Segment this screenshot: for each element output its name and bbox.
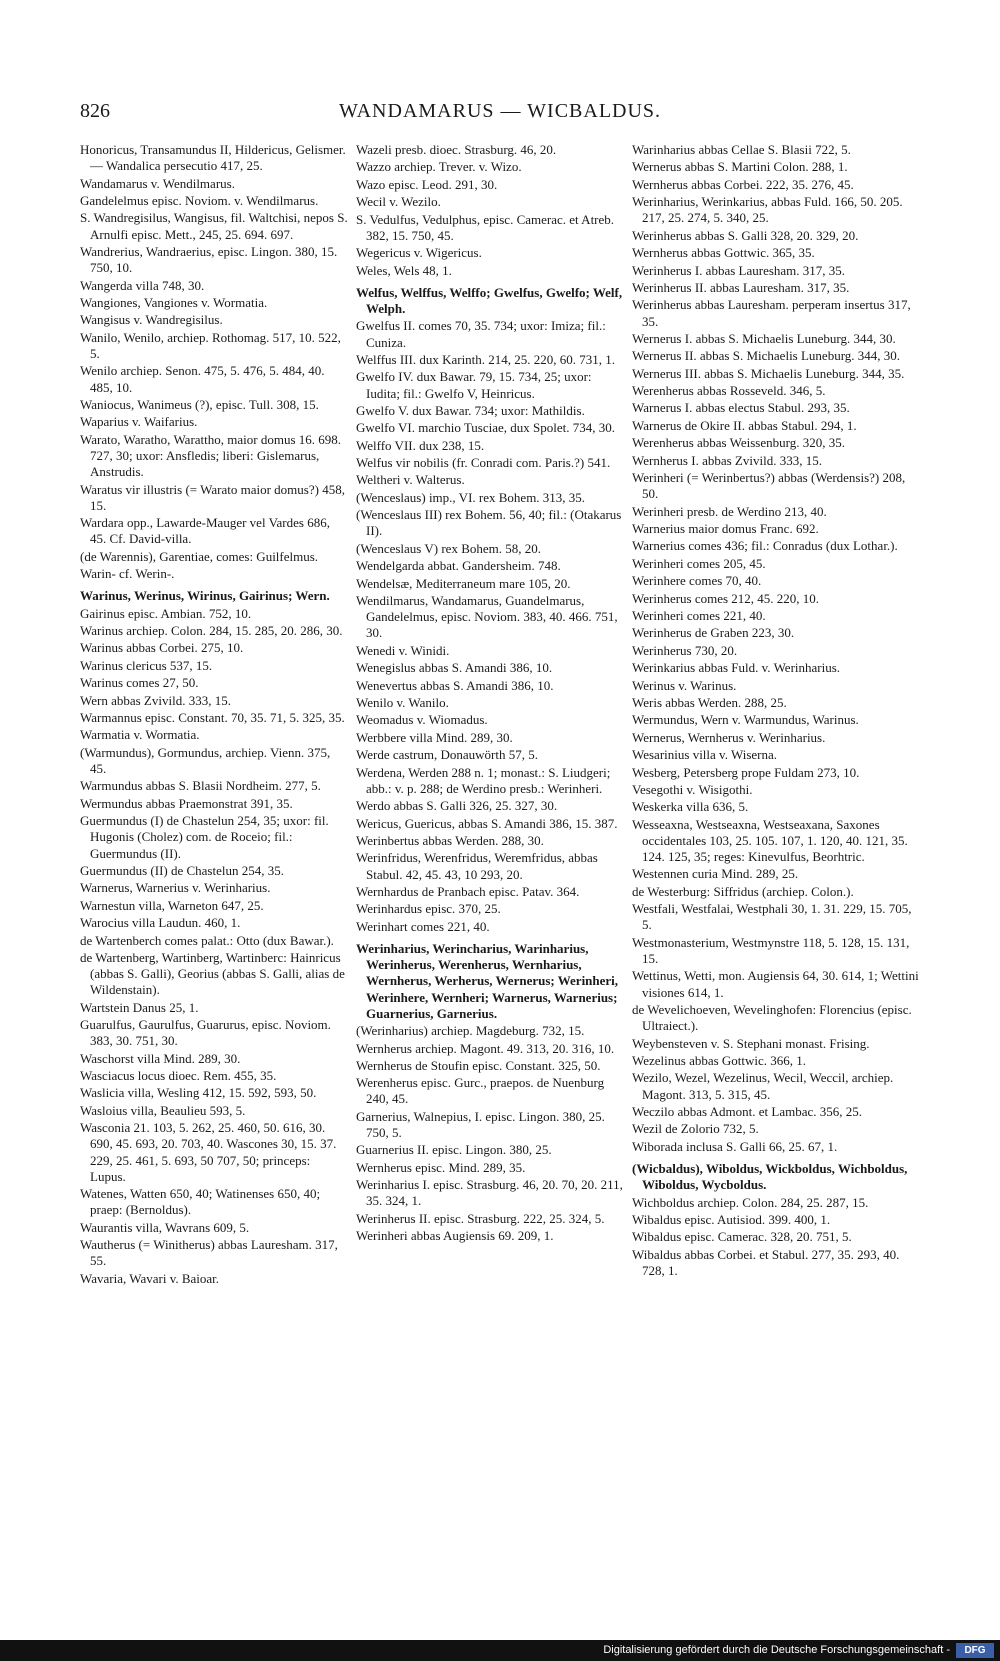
index-entry: Wernhardus de Pranbach episc. Patav. 364. (356, 883, 580, 899)
index-entry: Warinharius abbas Cellae S. Blasii 722, 5. (632, 142, 851, 157)
index-entry: Gwelfo V. dux Bawar. 734; uxor: Mathildis. (356, 402, 585, 418)
index-entry: Watenes, Watten 650, 40; Watinenses 650, 40; praep: (Bernoldus). (80, 1186, 321, 1218)
index-entry: Gairinus episc. Ambian. 752, 10. (80, 605, 252, 621)
index-entry: Wendelgarda abbat. Gandersheim. 748. (356, 558, 561, 574)
index-entry: Gwelfus II. comes 70, 35. 734; uxor: Imiza; fil.: Cuniza. (356, 318, 606, 350)
index-entry: Werinheri (= Werinbertus?) abbas (Werdensis?) 208, 50. (632, 470, 906, 502)
index-columns (80, 142, 940, 1632)
index-entry: Werinherus II. abbas Lauresham. 317, 35. (632, 279, 850, 295)
index-entry: Warnerus, Warnerius v. Werinharius. (80, 880, 271, 896)
index-entry: Waschorst villa Mind. 289, 30. (80, 1050, 241, 1066)
index-column-1 (80, 142, 348, 1632)
index-entry: Welffo VII. dux 238, 15. (356, 437, 485, 453)
index-entry: de Wevelichoeven, Wevelinghofen: Florencius (episc. Ultraiect.). (632, 1002, 912, 1034)
index-entry: Weomadus v. Wiomadus. (356, 712, 488, 728)
index-entry: Weybensteven v. S. Stephani monast. Frising. (632, 1035, 870, 1051)
index-entry: Warato, Waratho, Warattho, maior domus 16. 698. 727, 30; uxor: Ansfledis; liberi: Gislemarus, Anstrudis. (80, 431, 342, 480)
index-entry: Warnerius maior domus Franc. 692. (632, 521, 819, 537)
index-heading: (Wicbaldus), Wiboldus, Wickboldus, Wichboldus, Wiboldus, Wycboldus. (632, 1160, 908, 1193)
index-entry: Welffus III. dux Karinth. 214, 25. 220, 60. 731, 1. (356, 351, 616, 367)
index-entry: Wasciacus locus dioec. Rem. 455, 35. (80, 1068, 277, 1084)
index-entry: Waurantis villa, Wavrans 609, 5. (80, 1219, 250, 1235)
index-entry: Wernerus abbas S. Martini Colon. 288, 1. (632, 159, 848, 175)
index-entry: Werinhardus episc. 370, 25. (356, 901, 501, 917)
index-entry: Werenherus episc. Gurc., praepos. de Nuenburg 240, 45. (356, 1075, 605, 1107)
index-entry: Gandelelmus episc. Noviom. v. Wendilmarus. (80, 192, 319, 208)
index-entry: Wesberg, Petersberg prope Fuldam 273, 10. (632, 764, 860, 780)
index-entry: Werinherus 730, 20. (632, 642, 738, 658)
index-column-3 (632, 142, 922, 1632)
index-entry: Wenedi v. Winidi. (356, 642, 450, 658)
index-entry: Werinheri comes 221, 40. (632, 607, 766, 623)
index-entry: Wenilo archiep. Senon. 475, 5. 476, 5. 484, 40. 485, 10. (80, 363, 325, 395)
index-entry: Guermundus (I) de Chastelun 254, 35; uxor: fil. Hugonis (Cholez) com. de Roceio; fil.: Guermundus (II). (80, 813, 329, 861)
index-entry: Werinhere comes 70, 40. (632, 573, 762, 589)
index-entry: Wermundus, Wern v. Warmundus, Warinus. (632, 712, 859, 728)
index-entry: Wangiones, Vangiones v. Wormatia. (80, 294, 268, 310)
index-entry: Guarnerius II. episc. Lingon. 380, 25. (356, 1142, 552, 1158)
index-entry: Warinus archiep. Colon. 284, 15. 285, 20. 286, 30. (80, 623, 343, 639)
index-entry: Werinheri presb. de Werdino 213, 40. (632, 503, 827, 519)
index-entry: Welfus vir nobilis (fr. Conradi com. Paris.?) 541. (356, 455, 611, 471)
index-entry: Wesseaxna, Westseaxna, Westseaxana, Saxones occidentales 103, 25. 105. 107, 1. 120, 40. 121, 35. 124. 125, 35; reges: Kinevulfus, Beorhtric. (632, 816, 908, 865)
index-entry: Warin- cf. Werin-. (80, 566, 175, 582)
index-entry: Wibaldus episc. Camerac. 328, 20. 751, 5. (632, 1229, 852, 1245)
index-entry: Werinhart comes 221, 40. (356, 918, 490, 934)
index-entry: Werde castrum, Donauwörth 57, 5. (356, 747, 538, 763)
index-entry: Wezilo, Wezel, Wezelinus, Wecil, Weccil, archiep. Magont. 313, 5. 315, 45. (632, 1070, 894, 1102)
index-entry: Wenegislus abbas S. Amandi 386, 10. (356, 660, 553, 676)
digitization-footer (0, 1640, 1000, 1661)
index-entry: Wernherus episc. Mind. 289, 35. (356, 1159, 526, 1175)
index-entry: Wendilmarus, Wandamarus, Guandelmarus, Gandelelmus, episc. Noviom. 383, 40. 466. 751, 30. (356, 593, 618, 641)
index-entry: (Wenceslaus) imp., VI. rex Bohem. 313, 35. (356, 489, 586, 505)
index-entry: Wernerus II. abbas S. Michaelis Luneburg. 344, 30. (632, 348, 901, 364)
index-entry: Wernherus de Stoufin episc. Constant. 325, 50. (356, 1057, 601, 1073)
index-entry: Werenherus abbas Rosseveld. 346, 5. (632, 383, 826, 399)
index-entry: Wenilo v. Wanilo. (356, 695, 449, 710)
index-entry: Werinharius I. episc. Strasburg. 46, 20. 70, 20. 211, 35. 324, 1. (356, 1177, 623, 1209)
index-entry: Werinherus abbas S. Galli 328, 20. 329, 20. (632, 227, 859, 243)
index-entry: Warnerus I. abbas electus Stabul. 293, 35. (632, 400, 850, 416)
index-entry: Westmonasterium, Westmynstre 118, 5. 128, 15. 131, 15. (632, 934, 910, 967)
index-entry: Wernherus abbas Corbei. 222, 35. 276, 45. (632, 176, 854, 192)
index-entry: Wernerus, Wernherus v. Werinharius. (632, 729, 826, 745)
index-entry: Warnerus de Okire II. abbas Stabul. 294, 1. (632, 417, 857, 433)
index-entry: Werdo abbas S. Galli 326, 25. 327, 30. (356, 798, 558, 814)
index-entry: (Wenceslaus III) rex Bohem. 56, 40; fil.: (Otakarus II). (356, 507, 622, 539)
index-entry: de Wartenberg, Wartinberg, Wartinberc: Hainricus (abbas S. Galli), Georius (abbas S. Galli, alias de Wildenstain). (80, 949, 345, 998)
index-entry: Vesegothi v. Wisigothi. (632, 781, 753, 797)
index-entry: Wernerus III. abbas S. Michaelis Luneburg. 344, 35. (632, 365, 905, 381)
index-entry: Wettinus, Wetti, mon. Augiensis 64, 30. 614, 1; Wettini visiones 614, 1. (632, 968, 919, 1000)
index-entry: Weskerka villa 636, 5. (632, 799, 749, 815)
index-entry: Wazzo archiep. Trever. v. Wizo. (356, 159, 522, 175)
page-number: 826 (80, 100, 110, 122)
index-entry: Wasconia 21. 103, 5. 262, 25. 460, 50. 616, 30. 690, 45. 693, 20. 703, 40. Wascones 30, 15. 37. 229, 25. 461, 5. 693, 50 707, 50; princeps: Lupus. (80, 1120, 337, 1184)
index-entry: Wernerus I. abbas S. Michaelis Luneburg. 344, 30. (632, 330, 896, 346)
index-entry: Wenevertus abbas S. Amandi 386, 10. (356, 677, 554, 693)
index-entry: Westennen curia Mind. 289, 25. (632, 866, 799, 882)
index-entry: Weczilo abbas Admont. et Lambac. 356, 25. (632, 1104, 863, 1119)
index-entry: Honoricus, Transamundus II, Hildericus, Gelismer. — Wandalica persecutio 417, 25. (80, 142, 346, 174)
index-entry: Wericus, Guericus, abbas S. Amandi 386, 15. 387. (356, 815, 618, 831)
index-entry: Wendelsæ, Mediterraneum mare 105, 20. (356, 575, 571, 591)
index-entry: Waslicia villa, Wesling 412, 15. 592, 593, 50. (80, 1085, 317, 1101)
index-entry: Wazo episc. Leod. 291, 30. (356, 176, 498, 192)
index-entry: Guermundus (II) de Chastelun 254, 35. (80, 862, 284, 878)
index-entry: de Wartenberch comes palat.: Otto (dux Bawar.). (80, 932, 334, 948)
running-title: WANDAMARUS — WICBALDUS. (338, 100, 662, 122)
index-entry: Warnerius comes 436; fil.: Conradus (dux Lothar.). (632, 538, 898, 554)
index-entry: Wegericus v. Wigericus. (356, 245, 482, 261)
index-entry: Weles, Wels 48, 1. (356, 262, 452, 278)
index-entry: (de Warennis), Garentiae, comes: Guilfelmus. (80, 548, 319, 564)
index-entry: S. Vedulfus, Vedulphus, episc. Camerac. et Atreb. 382, 15. 750, 45. (356, 211, 615, 243)
index-entry: Garnerius, Walnepius, I. episc. Lingon. 380, 25. 750, 5. (356, 1108, 605, 1141)
index-entry: Warinus comes 27, 50. (80, 675, 199, 691)
index-entry: Werinfridus, Werenfridus, Weremfridus, abbas Stabul. 42, 45. 43, 10 293, 20. (356, 850, 598, 882)
index-entry: Werinherus I. abbas Lauresham. 317, 35. (632, 262, 846, 278)
index-heading: Welfus, Welffus, Welffo; Gwelfus, Gwelfo; Welf, Welph. (356, 284, 623, 316)
index-entry: Warmannus episc. Constant. 70, 35. 71, 5. 325, 35. (80, 710, 345, 726)
index-entry: Wandrerius, Wandraerius, episc. Lingon. 380, 15. 750, 10. (80, 243, 338, 276)
index-entry: Werinus v. Warinus. (632, 677, 737, 693)
index-entry: Wavaria, Wavari v. Baioar. (80, 1270, 220, 1286)
index-entry: Wezelinus abbas Gottwic. 366, 1. (632, 1053, 807, 1069)
index-entry: (Werinharius) archiep. Magdeburg. 732, 15. (356, 1023, 585, 1039)
index-entry: Wautherus (= Winitherus) abbas Lauresham. 317, 55. (80, 1237, 338, 1269)
index-entry: Werinkarius abbas Fuld. v. Werinharius. (632, 660, 841, 676)
index-entry: Waparius v. Waifarius. (80, 414, 198, 430)
index-entry: Wezil de Zolorio 732, 5. (632, 1121, 759, 1137)
index-entry: Wibaldus abbas Corbei. et Stabul. 277, 35. 293, 40. 728, 1. (632, 1246, 900, 1278)
index-entry: S. Wandregisilus, Wangisus, fil. Waltchisi, nepos S. Arnulfi episc. Mett., 245, 25. 694. 697. (80, 210, 348, 242)
index-heading: Warinus, Werinus, Wirinus, Gairinus; Wern. (80, 588, 330, 604)
index-entry: Wiborada inclusa S. Galli 66, 25. 67, 1. (632, 1138, 838, 1154)
index-entry: Wartstein Danus 25, 1. (80, 999, 199, 1015)
index-entry: Wibaldus episc. Autisiod. 399. 400, 1. (632, 1211, 831, 1227)
index-entry: Wangerda villa 748, 30. (80, 277, 205, 293)
index-column-2 (356, 142, 624, 1632)
index-entry: Werinherus de Graben 223, 30. (632, 625, 795, 641)
index-entry: Werenherus abbas Weissenburg. 320, 35. (632, 435, 845, 451)
footer-credit: Digitalisierung gefördert durch die Deutsche Forschungsgemeinschaft - (603, 1644, 950, 1656)
index-entry: Wecil v. Wezilo. (356, 194, 441, 210)
index-entry: Wesarinius villa v. Wiserna. (632, 747, 778, 763)
index-entry: Warocius villa Laudun. 460, 1. (80, 915, 241, 931)
index-entry: Werbbere villa Mind. 289, 30. (356, 729, 513, 745)
index-entry: Warmundus abbas S. Blasii Nordheim. 277, 5. (80, 778, 321, 794)
index-entry: Wernherus I. abbas Zvivild. 333, 15. (632, 452, 822, 468)
index-entry: de Westerburg: Siffridus (archiep. Colon.). (632, 883, 854, 899)
index-entry: Wasloius villa, Beaulieu 593, 5. (80, 1102, 246, 1118)
index-entry: Warinus clericus 537, 15. (80, 657, 213, 673)
index-entry: Wern abbas Zvivild. 333, 15. (80, 692, 231, 708)
index-entry: Wardara opp., Lawarde-Mauger vel Vardes 686, 45. Cf. David-villa. (80, 515, 330, 547)
index-entry: Weltheri v. Walterus. (356, 472, 465, 488)
index-entry: Werinheri comes 205, 45. (632, 555, 766, 571)
index-entry: Westfali, Westfalai, Westphali 30, 1. 31. 229, 15. 705, 5. (632, 901, 912, 933)
index-entry: Wichboldus archiep. Colon. 284, 25. 287, 15. (632, 1194, 869, 1210)
index-entry: Werinherus II. episc. Strasburg. 222, 25. 324, 5. (356, 1210, 605, 1226)
index-entry: Wandamarus v. Wendilmarus. (80, 175, 235, 191)
index-entry: Warinus abbas Corbei. 275, 10. (80, 640, 244, 656)
index-entry: Warnestun villa, Warneton 647, 25. (80, 897, 264, 913)
index-entry: Gwelfo VI. marchio Tusciae, dux Spolet. 734, 30. (356, 420, 616, 436)
index-entry: (Wenceslaus V) rex Bohem. 58, 20. (356, 540, 542, 556)
index-entry: Wernherus abbas Gottwic. 365, 35. (632, 245, 815, 261)
index-entry: Wanilo, Wenilo, archiep. Rothomag. 517, 10. 522, 5. (80, 329, 341, 361)
index-entry: Wangisus v. Wandregisilus. (80, 312, 223, 328)
index-entry: Werinherus abbas Lauresham. perperam insertus 317, 35. (632, 297, 911, 329)
index-entry: Werinheri abbas Augiensis 69. 209, 1. (356, 1228, 554, 1244)
index-entry: Guarulfus, Gaurulfus, Guarurus, episc. Noviom. 383, 30. 751, 30. (80, 1017, 331, 1049)
page-header (80, 100, 920, 132)
index-entry: Wernherus archiep. Magont. 49. 313, 20. 316, 10. (356, 1040, 615, 1056)
index-entry: Werinbertus abbas Werden. 288, 30. (356, 832, 544, 848)
index-heading: Werinharius, Werincharius, Warinharius, Werinherus, Werenherus, Wernharius, Wernherus, Werherus, Wernerus; Werinheri, Werinhere, Wernheri; Warnerus, Warnerius; Guarnerius, Garnerius. (356, 940, 619, 1021)
index-entry: Waratus vir illustris (= Warato maior domus?) 458, 15. (80, 481, 345, 513)
index-entry: Werdena, Werden 288 n. 1; monast.: S. Liudgeri; abb.: v. p. 288; de Werdino presb.: Werinheri. (356, 764, 611, 796)
index-entry: Weris abbas Werden. 288, 25. (632, 694, 787, 710)
index-entry: Warmatia v. Wormatia. (80, 727, 200, 743)
index-entry: Wermundus abbas Praemonstrat 391, 35. (80, 795, 293, 811)
index-entry: Wazeli presb. dioec. Strasburg. 46, 20. (356, 142, 557, 157)
index-entry: Werinherus comes 212, 45. 220, 10. (632, 590, 820, 606)
index-entry: Werinharius, Werinkarius, abbas Fuld. 166, 50. 205. 217, 25. 274, 5. 340, 25. (632, 194, 903, 226)
index-entry: Gwelfo IV. dux Bawar. 79, 15. 734, 25; uxor: Iudita; fil.: Gwelfo V, Heinricus. (356, 369, 592, 401)
dfg-logo: DFG (956, 1643, 994, 1658)
index-entry: Waniocus, Wanimeus (?), episc. Tull. 308, 15. (80, 396, 319, 412)
index-entry: (Warmundus), Gormundus, archiep. Vienn. 375, 45. (80, 744, 331, 776)
